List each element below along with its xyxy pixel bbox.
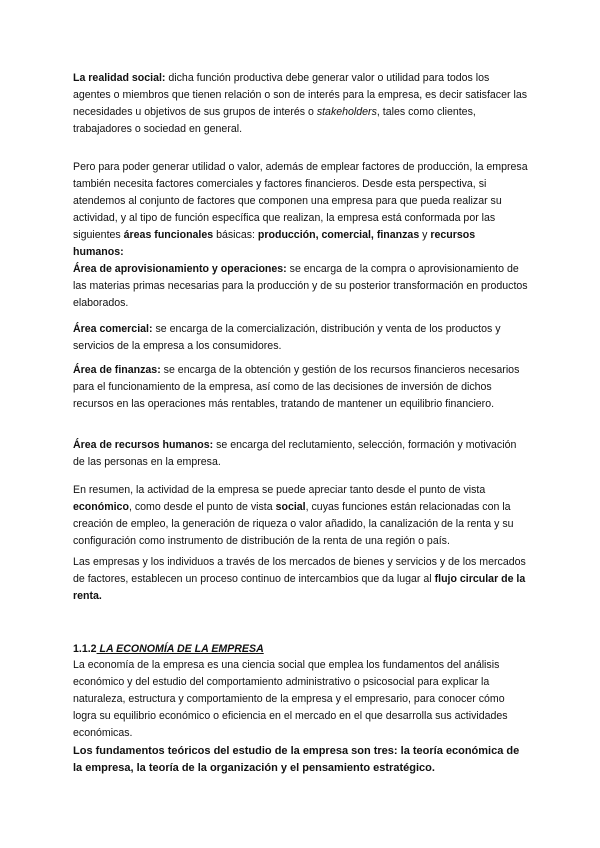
section-title: LA ECONOMÍA DE LA EMPRESA (96, 643, 264, 655)
paragraph-bold: económico (73, 501, 129, 513)
paragraph-bold: áreas funcionales (123, 229, 214, 241)
paragraph-finance-area (73, 362, 528, 413)
paragraph-theoretical-foundations (73, 743, 528, 777)
section-heading (73, 641, 528, 658)
paragraph-text: básicas: (213, 229, 258, 241)
paragraph-text: , cuyas funciones están relacionadas con la creación de empleo, la generación de riqueza o valor añadido, la canalización de la renta y su configuración como instrumento de distribución de la renta de una región o país. (73, 501, 514, 547)
paragraph-functional-areas (73, 159, 528, 261)
paragraph-text: La economía de la empresa es una ciencia social que emplea los fundamentos del análisis económico y del estudio del comportamiento administrativo o psicosocial para explicar la naturaleza, estructura y comportamiento de la empresa y el empresario, para conocer cómo logra su equilibrio económico o eficiencia en el mercado en el que desarrolla sus actividades económicas. (73, 659, 508, 739)
paragraph-bold: recursos humanos: (73, 229, 476, 258)
paragraph-hr-area (73, 437, 528, 471)
paragraph-business-economics (73, 657, 528, 742)
paragraph-bold: flujo circular de la renta. (73, 573, 526, 602)
paragraph-text: , como desde el punto de vista (128, 501, 276, 513)
paragraph-text: Pero para poder generar utilidad o valor, además de emplear factores de producción, la empresa también necesita factores comerciales y factores financieros. Desde esta perspectiva, si atendemos al conjunto de factores que componen una empresa para que pueda realizar su actividad, y al tipo de función específica que realizan, la empresa está conformada por las siguientes (73, 161, 528, 241)
paragraph-procurement-area (73, 261, 528, 312)
paragraph-text: se encarga de la compra o aprovisionamiento de las materias primas necesarias para la producción y de su posterior transformación en productos elaborados. (73, 263, 528, 309)
paragraph-text: , tales como clientes, trabajadores o sociedad en general. (73, 106, 476, 135)
paragraph-text: y (419, 229, 431, 241)
section-number: 1.1.2 (73, 643, 97, 655)
paragraph-lead: Área de recursos humanos: (73, 439, 214, 451)
paragraph-text: Los fundamentos teóricos del estudio de la empresa son tres: la teoría económica de la empresa, la teoría de la organización y el pensamiento estratégico. (73, 745, 520, 774)
paragraph-lead: Área de aprovisionamiento y operaciones: (73, 263, 287, 275)
paragraph-text: Las empresas y los individuos a través de los mercados de bienes y servicios y de los mercados de factores, establecen un proceso continuo de intercambios que da lugar al (73, 556, 526, 585)
paragraph-circular-flow (73, 554, 528, 605)
paragraph-italic: stakeholders (316, 106, 377, 118)
paragraph-text: se encarga del reclutamiento, selección, formación y motivación de las personas en la empresa. (73, 439, 517, 468)
paragraph-summary (73, 482, 528, 550)
paragraph-text: dicha función productiva debe generar valor o utilidad para todos los agentes o miembros que tienen relación o son de interés para la empresa, es decir satisfacer las necesidades u objetivos de sus grupos de interés o (73, 72, 528, 118)
paragraph-lead: Área de finanzas: (73, 364, 161, 376)
paragraph-commercial-area (73, 321, 528, 355)
paragraph-bold: social (275, 501, 306, 513)
paragraph-social-reality (73, 70, 528, 138)
paragraph-text: se encarga de la comercialización, distribución y venta de los productos y servicios de la empresa a los consumidores. (73, 323, 501, 352)
paragraph-text: se encarga de la obtención y gestión de los recursos financieros necesarios para el funcionamiento de la empresa, así como de las decisiones de inversión de dichos recursos en las operaciones más rentables, tratando de mantener un equilibrio financiero. (73, 364, 520, 410)
paragraph-lead: Área comercial: (73, 323, 153, 335)
paragraph-bold: producción, comercial, finanzas (257, 229, 420, 241)
paragraph-lead: La realidad social: (73, 72, 166, 84)
paragraph-text: En resumen, la actividad de la empresa se puede apreciar tanto desde el punto de vista (73, 484, 486, 496)
